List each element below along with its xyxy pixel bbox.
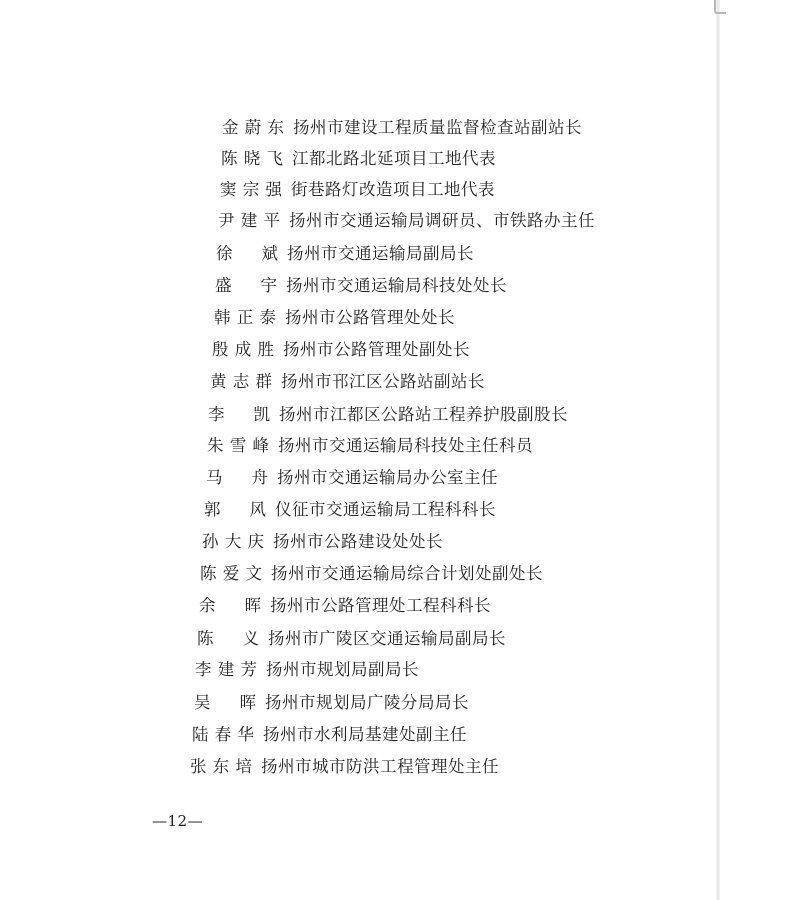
person-title: 扬州市广陵区交通运输局副局长 [268, 629, 506, 648]
person-name: 余 晖 [199, 596, 261, 615]
person-name: 陈晓飞 [221, 149, 283, 168]
list-item [220, 182, 495, 199]
list-item [215, 278, 507, 295]
list-item [207, 438, 533, 455]
person-name: 郭 风 [204, 500, 266, 519]
list-item [194, 695, 469, 712]
person-name: 马 舟 [206, 468, 268, 487]
person-name: 陆春华 [192, 725, 254, 744]
person-name: 尹建平 [218, 211, 280, 230]
person-title: 扬州市建设工程质量监督检查站副站长 [293, 118, 582, 137]
list-item [195, 662, 419, 679]
person-title: 扬州市交通运输局科技处处长 [286, 276, 507, 295]
person-title: 街巷路灯改造项目工地代表 [291, 180, 495, 199]
person-name: 朱雪峰 [207, 436, 269, 455]
person-title: 扬州市公路管理处处长 [285, 308, 455, 327]
list-item [197, 631, 506, 648]
person-name: 殷成胜 [212, 340, 274, 359]
list-item [216, 246, 474, 263]
person-name: 黄志群 [210, 372, 272, 391]
person-title: 扬州市交通运输局综合计划处副处长 [271, 564, 543, 583]
list-item [202, 534, 443, 551]
person-name: 盛 宇 [215, 276, 277, 295]
person-title: 扬州市规划局副局长 [266, 660, 419, 679]
list-item [222, 120, 582, 137]
list-item [218, 213, 595, 230]
list-item [199, 598, 491, 615]
person-title: 扬州市交通运输局办公室主任 [277, 468, 498, 487]
page-number: —12— [152, 812, 204, 830]
person-title: 扬州市水利局基建处副主任 [263, 725, 467, 744]
list-item [190, 759, 499, 776]
person-name: 吴 晖 [194, 693, 256, 712]
person-name: 陈 义 [197, 629, 259, 648]
person-title: 扬州市邗江区公路站副站长 [281, 372, 485, 391]
list-item [192, 727, 467, 744]
person-title: 扬州市城市防洪工程管理处主任 [261, 757, 499, 776]
person-name: 徐 斌 [216, 244, 278, 263]
person-name: 李建芳 [195, 660, 257, 679]
person-title: 江都北路北延项目工地代表 [292, 149, 496, 168]
list-item [210, 374, 485, 391]
person-title: 扬州市公路管理处副处长 [283, 340, 470, 359]
person-name: 金蔚东 [222, 118, 284, 137]
list-item [212, 342, 470, 359]
person-name: 孙大庆 [202, 532, 264, 551]
person-title: 扬州市江都区公路站工程养护股副股长 [279, 405, 568, 424]
person-name: 韩正泰 [214, 308, 276, 327]
person-title: 扬州市交通运输局副局长 [287, 244, 474, 263]
person-title: 扬州市交通运输局科技处主任科员 [278, 436, 533, 455]
person-name: 窦宗强 [220, 180, 282, 199]
list-item [200, 566, 543, 583]
person-title: 扬州市公路建设处处长 [273, 532, 443, 551]
list-item [214, 310, 455, 327]
list-item [206, 470, 498, 487]
list-item [221, 151, 496, 168]
person-title: 扬州市交通运输局调研员、市铁路办主任 [289, 211, 595, 230]
person-title: 仪征市交通运输局工程科科长 [275, 500, 496, 519]
person-name: 张东培 [190, 757, 252, 776]
person-title: 扬州市规划局广陵分局局长 [265, 693, 469, 712]
list-item [204, 502, 496, 519]
person-name: 李 凯 [208, 405, 270, 424]
person-title: 扬州市公路管理处工程科科长 [270, 596, 491, 615]
list-item [208, 407, 568, 424]
person-name: 陈爱文 [200, 564, 262, 583]
